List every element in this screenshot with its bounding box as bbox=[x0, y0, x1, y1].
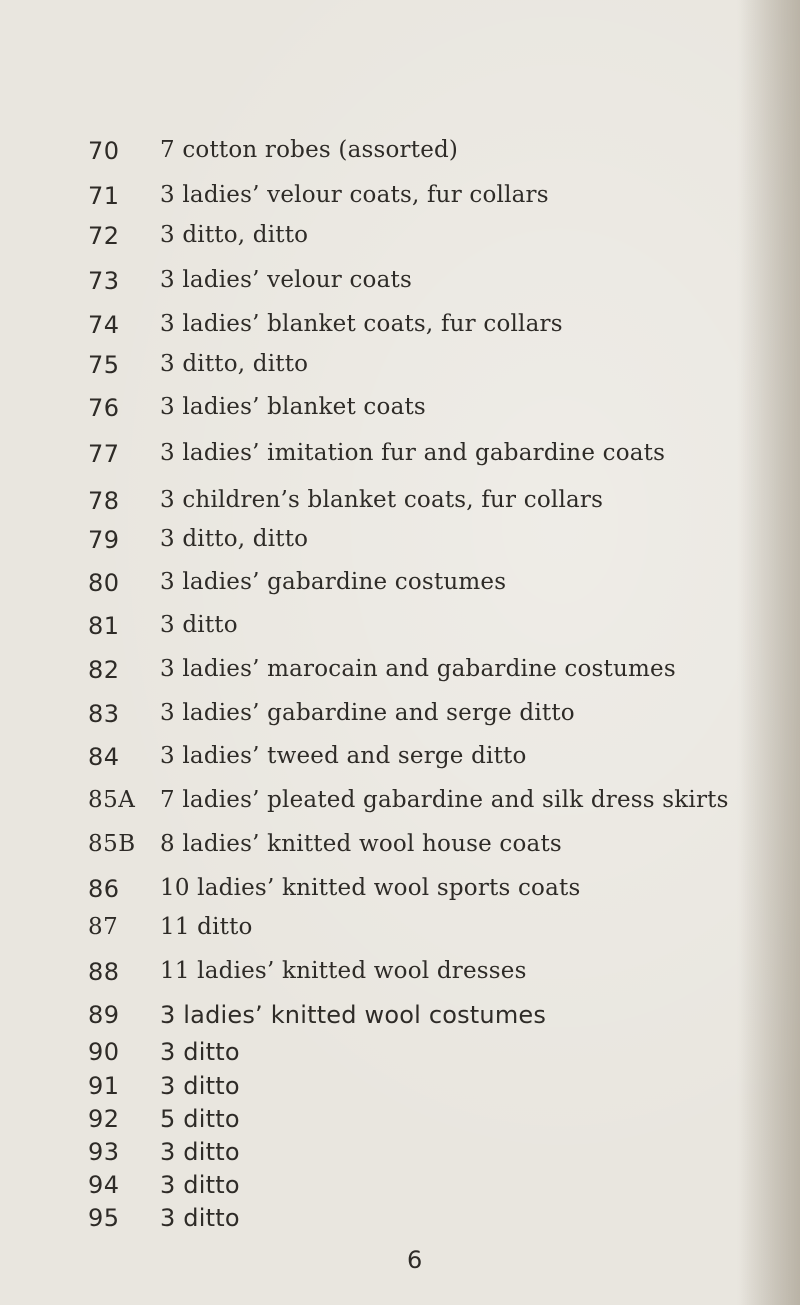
lot-entry bbox=[0, 569, 760, 605]
lot-entry bbox=[0, 182, 760, 218]
lot-description: 3 children’s blanket coats, fur collars bbox=[160, 487, 604, 513]
lot-entry bbox=[0, 787, 760, 823]
lot-description: 3 ditto, ditto bbox=[160, 351, 309, 377]
lot-number: 86 bbox=[88, 875, 120, 903]
lot-description: 11 ditto bbox=[160, 914, 253, 940]
lot-number: 85B bbox=[88, 831, 136, 857]
lot-number: 95 bbox=[88, 1204, 120, 1232]
lot-number: 92 bbox=[88, 1105, 120, 1133]
lot-entry bbox=[0, 914, 760, 950]
lot-number: 75 bbox=[88, 351, 120, 379]
lot-entry bbox=[0, 831, 760, 867]
lot-description: 7 ladies’ pleated gabardine and silk dress skirts bbox=[160, 787, 729, 813]
lot-number: 73 bbox=[88, 267, 120, 295]
lot-description: 3 ladies’ imitation fur and gabardine coats bbox=[160, 440, 666, 466]
lot-description: 3 ditto bbox=[160, 1204, 240, 1232]
lot-number: 71 bbox=[88, 182, 120, 210]
page-number: 6 bbox=[407, 1246, 423, 1274]
lot-number: 80 bbox=[88, 569, 120, 597]
lot-number: 76 bbox=[88, 394, 120, 422]
lot-number: 85A bbox=[88, 787, 136, 813]
lot-description: 3 ladies’ marocain and gabardine costumes bbox=[160, 656, 676, 682]
lot-entry bbox=[0, 137, 760, 173]
lot-number: 74 bbox=[88, 311, 120, 339]
lot-description: 3 ladies’ blanket coats bbox=[160, 394, 426, 420]
lot-number: 83 bbox=[88, 700, 120, 728]
lot-number: 77 bbox=[88, 440, 120, 468]
lot-description: 5 ditto bbox=[160, 1105, 240, 1133]
lot-entry bbox=[0, 1038, 760, 1074]
lot-description: 3 ditto bbox=[160, 1072, 240, 1100]
lot-entry bbox=[0, 1001, 760, 1037]
lot-number: 72 bbox=[88, 222, 120, 250]
lot-number: 93 bbox=[88, 1138, 120, 1166]
lot-number: 84 bbox=[88, 743, 120, 771]
lot-entry bbox=[0, 526, 760, 562]
lot-entry bbox=[0, 394, 760, 430]
lot-number: 89 bbox=[88, 1001, 120, 1029]
lot-entry bbox=[0, 222, 760, 258]
lot-entry bbox=[0, 1072, 760, 1108]
lot-description: 8 ladies’ knitted wool house coats bbox=[160, 831, 562, 857]
lot-entry bbox=[0, 700, 760, 736]
page-edge-shadow bbox=[740, 0, 800, 1305]
lot-entry bbox=[0, 1171, 760, 1207]
lot-description: 3 ditto bbox=[160, 1138, 240, 1166]
lot-description: 11 ladies’ knitted wool dresses bbox=[160, 958, 527, 984]
lot-entry bbox=[0, 743, 760, 779]
lot-number: 91 bbox=[88, 1072, 120, 1100]
lot-number: 90 bbox=[88, 1038, 120, 1066]
lot-entry bbox=[0, 1138, 760, 1174]
lot-number: 88 bbox=[88, 958, 120, 986]
lot-description: 7 cotton robes (assorted) bbox=[160, 137, 459, 163]
lot-entry bbox=[0, 487, 760, 523]
lot-entry bbox=[0, 1204, 760, 1240]
lot-entry bbox=[0, 267, 760, 303]
lot-number: 79 bbox=[88, 526, 120, 554]
lot-description: 3 ladies’ knitted wool costumes bbox=[160, 1001, 547, 1029]
lot-number: 94 bbox=[88, 1171, 120, 1199]
lot-entry bbox=[0, 875, 760, 911]
lot-number: 82 bbox=[88, 656, 120, 684]
lot-entry bbox=[0, 612, 760, 648]
lot-number: 87 bbox=[88, 914, 119, 940]
lot-description: 10 ladies’ knitted wool sports coats bbox=[160, 875, 581, 901]
lot-description: 3 ladies’ velour coats, fur collars bbox=[160, 182, 549, 208]
lot-number: 70 bbox=[88, 137, 120, 165]
lot-entry bbox=[0, 440, 760, 476]
lot-number: 81 bbox=[88, 612, 120, 640]
lot-description: 3 ladies’ gabardine and serge ditto bbox=[160, 700, 575, 726]
lot-entry bbox=[0, 311, 760, 347]
lot-entry bbox=[0, 1105, 760, 1141]
lot-description: 3 ladies’ gabardine costumes bbox=[160, 569, 507, 595]
lot-description: 3 ditto bbox=[160, 612, 238, 638]
lot-description: 3 ditto bbox=[160, 1038, 240, 1066]
lot-description: 3 ladies’ velour coats bbox=[160, 267, 412, 293]
lot-description: 3 ditto, ditto bbox=[160, 222, 309, 248]
lot-number: 78 bbox=[88, 487, 120, 515]
lot-description: 3 ladies’ blanket coats, fur collars bbox=[160, 311, 563, 337]
lot-entry bbox=[0, 656, 760, 692]
lot-description: 3 ditto bbox=[160, 1171, 240, 1199]
lot-entry bbox=[0, 958, 760, 994]
lot-entry bbox=[0, 351, 760, 387]
lot-description: 3 ladies’ tweed and serge ditto bbox=[160, 743, 527, 769]
lot-description: 3 ditto, ditto bbox=[160, 526, 309, 552]
